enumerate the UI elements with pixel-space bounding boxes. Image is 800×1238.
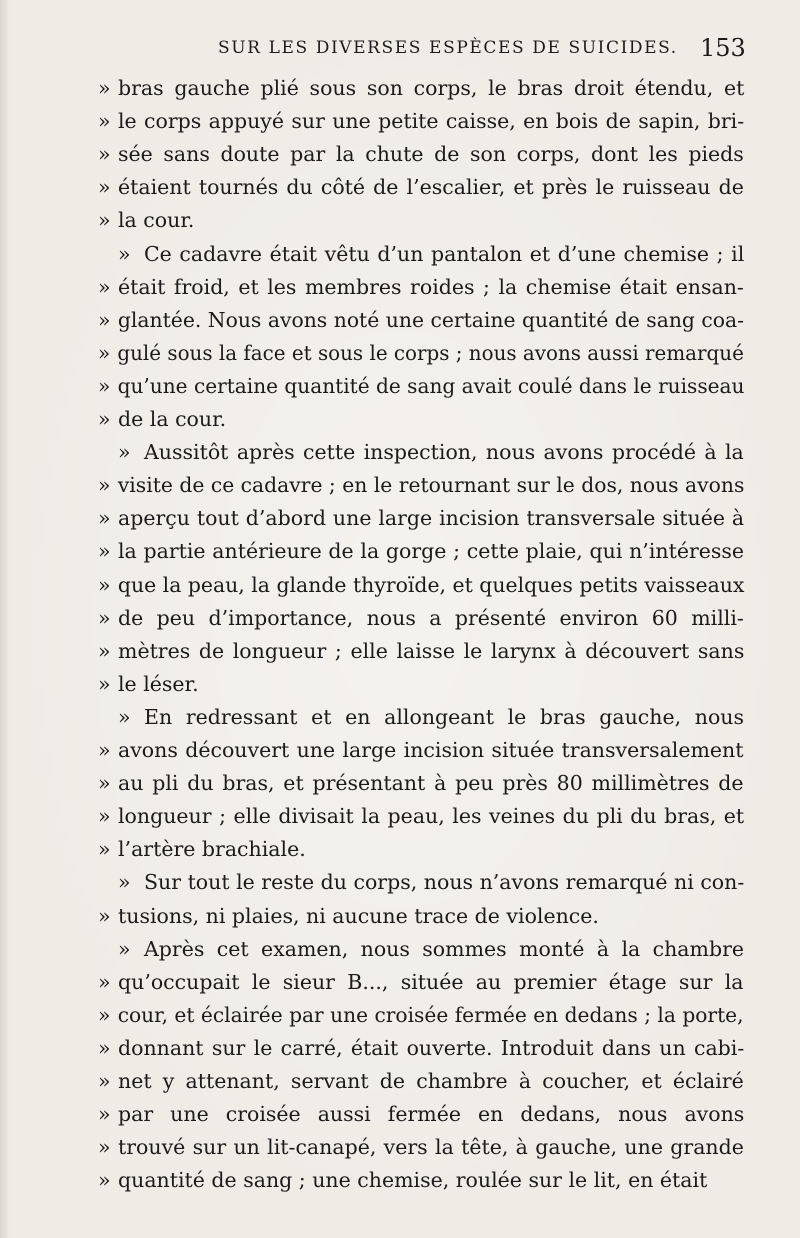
quotation-mark: » — [98, 142, 111, 167]
line-text: net y attenant, servant de chambre à coucher, et éclairé — [118, 1069, 744, 1093]
page-header — [0, 34, 800, 70]
line-text: glantée. Nous avons noté une certaine quantité de sang coa- — [117, 307, 745, 332]
line-text: visite de ce cadavre ; en le retournant sur le dos, nous avons — [117, 473, 745, 498]
line-text: Après cet examen, nous sommes monté à la chambre — [144, 936, 745, 961]
text-line — [98, 138, 744, 171]
quotation-mark: » — [98, 771, 111, 796]
quotation-mark: » — [98, 1135, 111, 1160]
running-head: SUR LES DIVERSES ESPÈCES DE SUICIDES. — [218, 38, 678, 58]
text-line — [98, 72, 744, 105]
text-line — [118, 701, 744, 734]
quotation-mark: » — [98, 837, 111, 862]
text-line — [98, 171, 744, 204]
quotation-mark: » — [98, 738, 111, 762]
line-text: qu’une certaine quantité de sang avait coulé dans le ruisseau — [117, 373, 745, 398]
line-text: Aussitôt après cette inspection, nous avons procédé à la — [144, 440, 744, 465]
quotation-mark: » — [98, 473, 111, 498]
quotation-mark: » — [118, 241, 131, 266]
quotation-mark: » — [98, 1035, 111, 1060]
text-line — [98, 370, 744, 403]
text-line — [98, 403, 226, 436]
quotation-mark: » — [98, 407, 111, 431]
text-line — [98, 767, 744, 800]
line-text: la cour. — [118, 208, 195, 233]
text-line — [118, 933, 744, 966]
quotation-mark: » — [118, 440, 131, 465]
line-text: qu’occupait le sieur B..., située au premier étage sur la — [118, 969, 744, 994]
line-text: le corps appuyé sur une petite caisse, en bois de sapin, bri- — [118, 109, 745, 134]
text-line — [98, 204, 194, 237]
quotation-mark: » — [98, 605, 111, 630]
line-text: au pli du bras, et présentant à peu près 80 millimètres de — [118, 771, 744, 796]
quotation-mark: » — [98, 969, 111, 994]
line-text: quantité de sang ; une chemise, roulée sur le lit, en était — [118, 1168, 708, 1193]
line-text: par une croisée aussi fermée en dedans, nous avons — [118, 1102, 745, 1127]
line-text: étaient tournés du côté de l’escalier, et près le ruisseau de — [118, 175, 744, 200]
quotation-mark: » — [98, 76, 111, 100]
text-line — [98, 833, 306, 866]
quotation-mark: » — [98, 1069, 111, 1093]
quotation-mark: » — [98, 109, 111, 134]
line-text: de peu d’importance, nous a présenté environ 60 milli- — [118, 605, 744, 630]
quotation-mark: » — [98, 1002, 111, 1027]
line-text: de la cour. — [118, 407, 227, 431]
quotation-mark: » — [98, 804, 111, 829]
quotation-mark: » — [98, 1102, 111, 1127]
text-line — [98, 502, 744, 535]
text-line — [98, 734, 744, 767]
text-line — [98, 1098, 744, 1131]
text-line — [98, 469, 744, 502]
line-text: le léser. — [118, 671, 199, 696]
text-line — [98, 900, 599, 933]
line-text: bras gauche plié sous son corps, le bras droit étendu, et — [118, 76, 745, 100]
text-line — [98, 105, 744, 138]
text-line — [98, 800, 744, 833]
text-line — [98, 337, 744, 370]
quotation-mark: » — [98, 274, 111, 299]
text-line — [118, 866, 744, 899]
text-line — [98, 602, 744, 635]
line-text: longueur ; elle divisait la peau, les veines du pli du bras, et — [118, 804, 745, 829]
page-number: 153 — [700, 34, 746, 62]
quotation-mark: » — [98, 638, 111, 663]
text-line — [98, 1032, 744, 1065]
quotation-mark: » — [98, 671, 111, 696]
text-line — [98, 304, 744, 337]
quotation-mark: » — [98, 175, 111, 200]
quotation-mark: » — [98, 903, 111, 928]
line-text: En redressant et en allongeant le bras gauche, nous — [144, 704, 745, 729]
text-line — [98, 535, 744, 568]
text-line — [118, 238, 744, 271]
quotation-mark: » — [98, 340, 111, 365]
line-text: Sur tout le reste du corps, nous n’avons remarqué ni con- — [144, 870, 745, 895]
line-text: cour, et éclairée par une croisée fermée en dedans ; la porte, — [117, 1002, 744, 1027]
line-text: tusions, ni plaies, ni aucune trace de violence. — [118, 903, 599, 928]
page-gutter-shadow — [0, 0, 10, 1238]
line-text: que la peau, la glande thyroïde, et quelques petits vaisseaux — [117, 572, 745, 597]
quotation-mark: » — [98, 572, 111, 597]
text-line — [98, 635, 744, 668]
line-text: trouvé sur un lit-canapé, vers la tête, à gauche, une grande — [118, 1135, 744, 1160]
line-text: Ce cadavre était vêtu d’un pantalon et d’une chemise ; il — [144, 241, 745, 266]
text-line — [98, 271, 744, 304]
line-text: l’artère brachiale. — [118, 837, 306, 862]
line-text: était froid, et les membres roides ; la chemise était ensan- — [118, 274, 744, 299]
quotation-mark: » — [118, 936, 131, 961]
quotation-mark: » — [98, 208, 111, 233]
quotation-mark: » — [98, 373, 111, 398]
line-text: gulé sous la face et sous le corps ; nous avons aussi remarqué — [117, 340, 744, 365]
quotation-mark: » — [118, 704, 131, 729]
text-line — [98, 1164, 707, 1197]
quotation-mark: » — [98, 506, 111, 531]
text-line — [98, 999, 744, 1032]
text-line — [118, 436, 744, 469]
line-text: la partie antérieure de la gorge ; cette plaie, qui n’intéresse — [118, 539, 745, 564]
line-text: mètres de longueur ; elle laisse le larynx à découvert sans — [118, 638, 745, 663]
quotation-mark: » — [118, 870, 131, 895]
text-line — [98, 1065, 744, 1098]
quotation-mark: » — [98, 307, 111, 332]
text-line — [98, 569, 744, 602]
text-line — [98, 668, 199, 701]
line-text: aperçu tout d’abord une large incision transversale située à — [118, 506, 745, 531]
line-text: donnant sur le carré, était ouverte. Introduit dans un cabi- — [118, 1035, 745, 1060]
line-text: avons découvert une large incision située transversalement — [118, 738, 744, 762]
quotation-mark: » — [98, 539, 111, 564]
text-line — [98, 966, 744, 999]
text-line — [98, 1131, 744, 1164]
quotation-mark: » — [98, 1168, 111, 1193]
line-text: sée sans doute par la chute de son corps, dont les pieds — [118, 142, 744, 167]
